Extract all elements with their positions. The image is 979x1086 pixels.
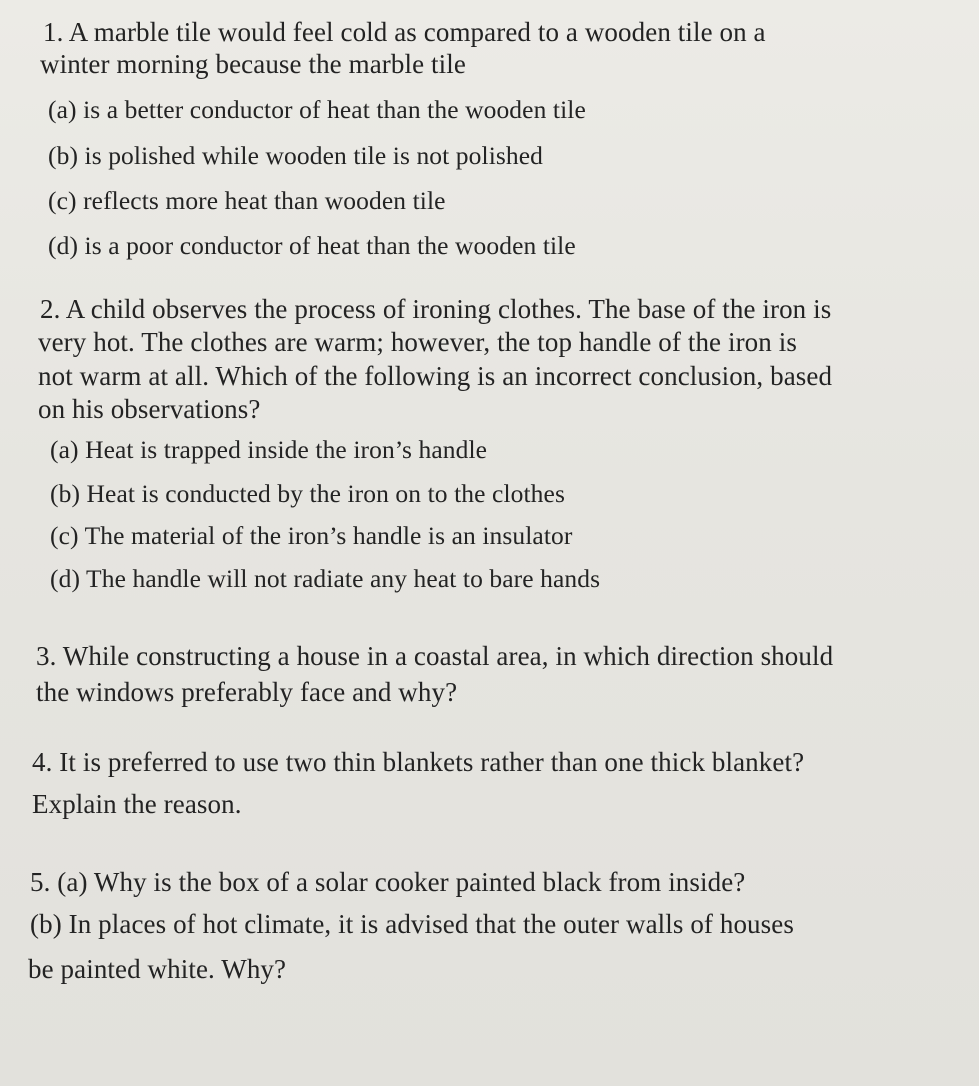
question-2-line-1: 2. A child observes the process of ironing clothes. The base of the iron is xyxy=(40,294,832,324)
question-2-line-4: on his observations? xyxy=(38,394,261,424)
question-5-line-1: 5. (a) Why is the box of a solar cooker painted black from inside? xyxy=(30,867,746,897)
question-4-line-1: 4. It is preferred to use two thin blankets rather than one thick blanket? xyxy=(32,747,805,777)
question-2-option-c: (c) The material of the iron’s handle is an insulator xyxy=(50,521,573,550)
question-3-line-1: 3. While constructing a house in a coastal area, in which direction should xyxy=(36,641,834,671)
question-2-line-2: very hot. The clothes are warm; however, the top handle of the iron is xyxy=(38,327,797,357)
question-1-line-2: winter morning because the marble tile xyxy=(40,49,466,79)
question-1-option-a: (a) is a better conductor of heat than the wooden tile xyxy=(48,95,586,124)
question-3-line-2: the windows preferably face and why? xyxy=(36,677,458,707)
question-1-option-d: (d) is a poor conductor of heat than the wooden tile xyxy=(48,231,576,260)
question-2-option-d: (d) The handle will not radiate any heat to bare hands xyxy=(50,564,601,593)
question-1-line-1: 1. A marble tile would feel cold as compared to a wooden tile on a xyxy=(43,17,766,47)
question-5-line-2: (b) In places of hot climate, it is advised that the outer walls of houses xyxy=(30,909,794,939)
question-1-option-c: (c) reflects more heat than wooden tile xyxy=(48,186,446,215)
question-2-option-b: (b) Heat is conducted by the iron on to the clothes xyxy=(50,479,565,508)
question-2-option-a: (a) Heat is trapped inside the iron’s handle xyxy=(50,435,488,464)
question-4-line-2: Explain the reason. xyxy=(32,789,242,819)
question-5-line-3: be painted white. Why? xyxy=(28,954,287,984)
question-1-option-b: (b) is polished while wooden tile is not polished xyxy=(48,141,544,170)
question-2-line-3: not warm at all. Which of the following is an incorrect conclusion, based xyxy=(38,361,833,391)
